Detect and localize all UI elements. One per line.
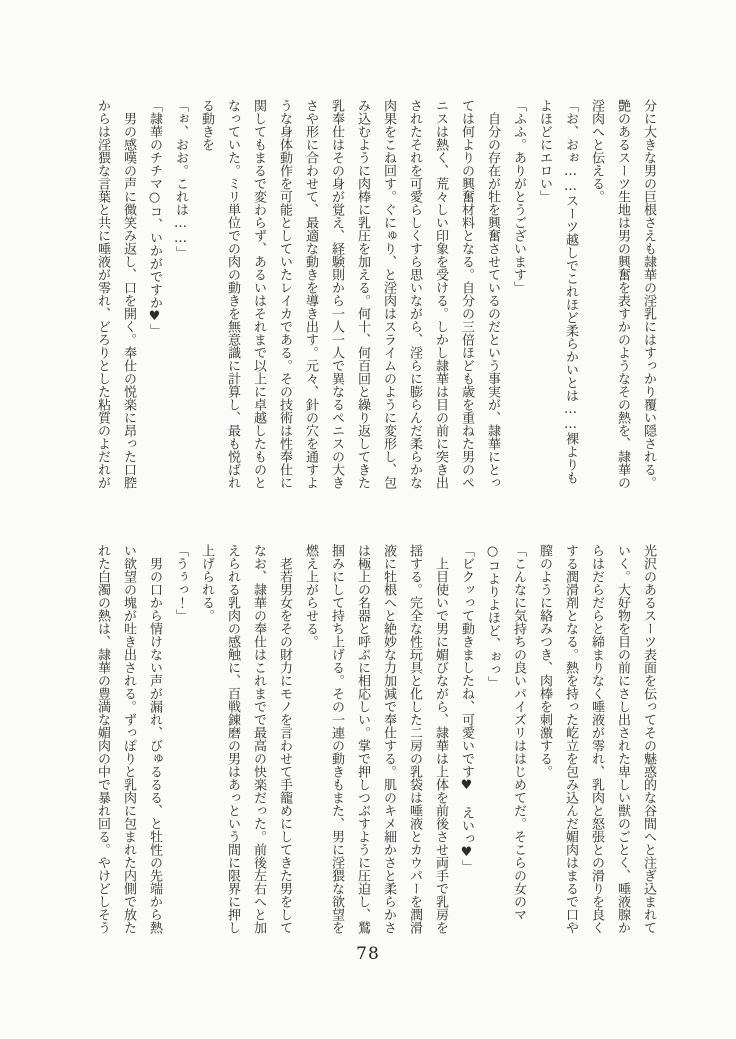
paragraph-dialogue: 「ぉ、おお。これは……」: [173, 99, 188, 259]
paragraph-dialogue: 「うぅっ！」: [173, 544, 188, 622]
text-block-bottom: [89, 544, 661, 934]
page-number: 78: [356, 944, 380, 964]
paragraph: 男の感嘆の声に微笑み返し、口を開く。奉仕の悦楽に昂った口腔からは淫猥な言葉と共に唾液が零れ、どろりとした粘質のよだれが: [95, 99, 136, 489]
paragraph: 分に大きな男の巨根さえも隷華の淫乳にはすっかり覆い隠される。艶のあるスーツ生地は男の興奮を表すかのようなその熱を、隷華の淫肉へと伝える。: [589, 99, 656, 489]
paragraph-dialogue: 「ふふ。ありがとうございます」: [511, 99, 526, 294]
paragraph: 男の口から情けない声が漏れ、びゅるるる、と牡性の先端から熱い欲望の塊が吐き出される。ずっぽりと乳肉に包まれた内側で放たれた白濁の熱は、隷華の豊満な媚肉の中で暴れ回る。やけどしそう: [95, 544, 162, 934]
paragraph-dialogue: 「隷華のチチマ○コ、いかがですか♥」: [147, 99, 162, 337]
paragraph: 自分の存在が牡を興奮させているのだという事実が、隷華にとっては何よりの興奮材料となる。自分の三倍ほども歳を重ねた男のペニスは熱く、荒々しい印象を受ける。しかし隷華は目の前に突き出されたそれを可愛らしくすら思いながら、淫らに膨らんだ柔らかな肉果をこね回す。ぐにゅり、と淫肉はスライムのように変形し、包み込むように肉棒に乳圧を加える。何十、何百回と繰り返してきた乳奉仕はその身が覚え、経験則から一人一人で異なるペニスの大きさや形に合わせて、最適な動きを導き出す。元々、針の穴を通すような身体動作を可能としていたレイカである。その技術は性奉仕に関してもまるで変わらず、あるいはそれまで以上に卓越したものとなっていた。ミリ単位での肉の動きを無意識に計算し、最も悦ばれる動きを: [199, 99, 500, 489]
paragraph: 光沢のあるスーツ表面を伝ってその魅惑的な谷間へと注ぎ込まれていく。大好物を目の前にさし出された卑しい獣のごとく、唾液腺からはだらだらと締まりなく唾液が零れ、乳肉と怒張との滑りを良くする潤滑剤となる。熱を持った屹立を包み込んだ媚肉はまるで口や膣のように絡みつき、肉棒を刺激する。: [537, 544, 656, 934]
paragraph-dialogue: 「ビクッって動きましたね、可愛いです♥ えいっ♥」: [459, 544, 474, 873]
paragraph-dialogue: 「お、おぉ……スーツ越しでこれほど柔らかいとは……裸よりもよほどにエロい」: [537, 99, 578, 484]
paragraph-dialogue: 「こんなに気持ちの良いパイズリははじめてだ。そこらの女のマ○コよりよほど、ぉっ」: [485, 544, 526, 921]
text-block-top: [89, 99, 661, 489]
paragraph: 老若男女をその財力にモノを言わせて手籠めにしてきた男をしてなお、隷華の奉仕はこれまでで最高の快楽だった。前後左右へと加えられる乳肉の感触に、百戦錬磨の男はあっという間に限界に押し上げられる。: [199, 544, 292, 934]
paragraph: 上目使いで男に媚びながら、隷華は上体を前後させ両手で乳房を揺する。完全な性玩具と化した二房の乳袋は唾液とカウパーを潤滑液に牡根へと絶妙な力加減で奉仕する。肌のキメ細かさと柔らかさは極上の名器と呼ぶに相応しい。掌で押しつぶすように圧迫し、鷲掴みにして持ち上げる。その一連の動きもまた、男に淫猥な欲望を燃え上がらせる。: [303, 544, 448, 934]
